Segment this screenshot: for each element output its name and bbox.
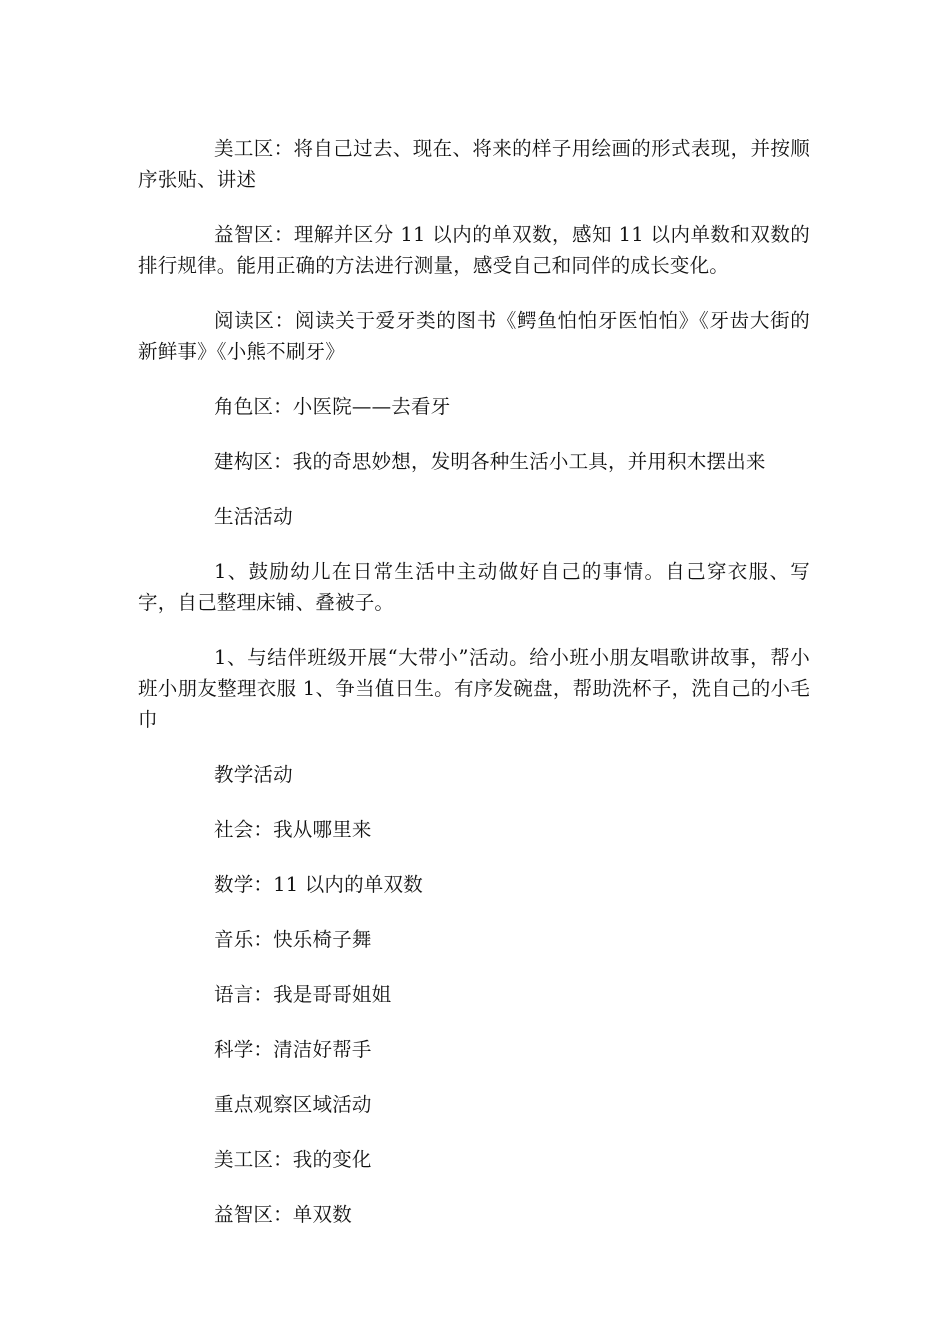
paragraph-observe-puzzle: 益智区：单双数 [214, 1203, 352, 1226]
paragraph-science: 科学：清洁好帮手 [214, 1038, 372, 1061]
paragraph-puzzle-area: 益智区：理解并区分 11 以内的单双数，感知 11 以内单数和双数的排行规律。能用正确的方法进行测量，感受自己和同伴的成长变化。 [138, 223, 810, 277]
paragraph-reading-area: 阅读区：阅读关于爱牙类的图书《鳄鱼怕怕牙医怕怕》《牙齿大街的新鲜事》《小熊不刷牙》 [138, 309, 810, 363]
section-heading-life-activities: 生活活动 [214, 505, 293, 528]
paragraph-society: 社会：我从哪里来 [214, 818, 372, 841]
paragraph-role-area: 角色区：小医院——去看牙 [214, 395, 451, 418]
paragraph-life-item-1: 1、鼓励幼儿在日常生活中主动做好自己的事情。自己穿衣服、写字，自己整理床铺、叠被子。 [138, 560, 810, 614]
section-heading-teaching-activities: 教学活动 [214, 763, 293, 786]
paragraph-math: 数学：11 以内的单双数 [214, 873, 423, 896]
paragraph-construction-area: 建构区：我的奇思妙想，发明各种生活小工具，并用积木摆出来 [214, 450, 766, 473]
paragraph-life-item-2: 1、与结伴班级开展“大带小”活动。给小班小朋友唱歌讲故事，帮小班小朋友整理衣服 1、争当值日生。有序发碗盘，帮助洗杯子，洗自己的小毛巾 [138, 646, 810, 731]
paragraph-language: 语言：我是哥哥姐姐 [214, 983, 392, 1006]
paragraph-observe-art: 美工区：我的变化 [214, 1148, 372, 1171]
paragraph-art-area: 美工区：将自己过去、现在、将来的样子用绘画的形式表现，并按顺序张贴、讲述 [138, 137, 810, 191]
paragraph-music: 音乐：快乐椅子舞 [214, 928, 372, 951]
section-heading-key-observation: 重点观察区域活动 [214, 1093, 372, 1116]
document-body [138, 133, 810, 1254]
